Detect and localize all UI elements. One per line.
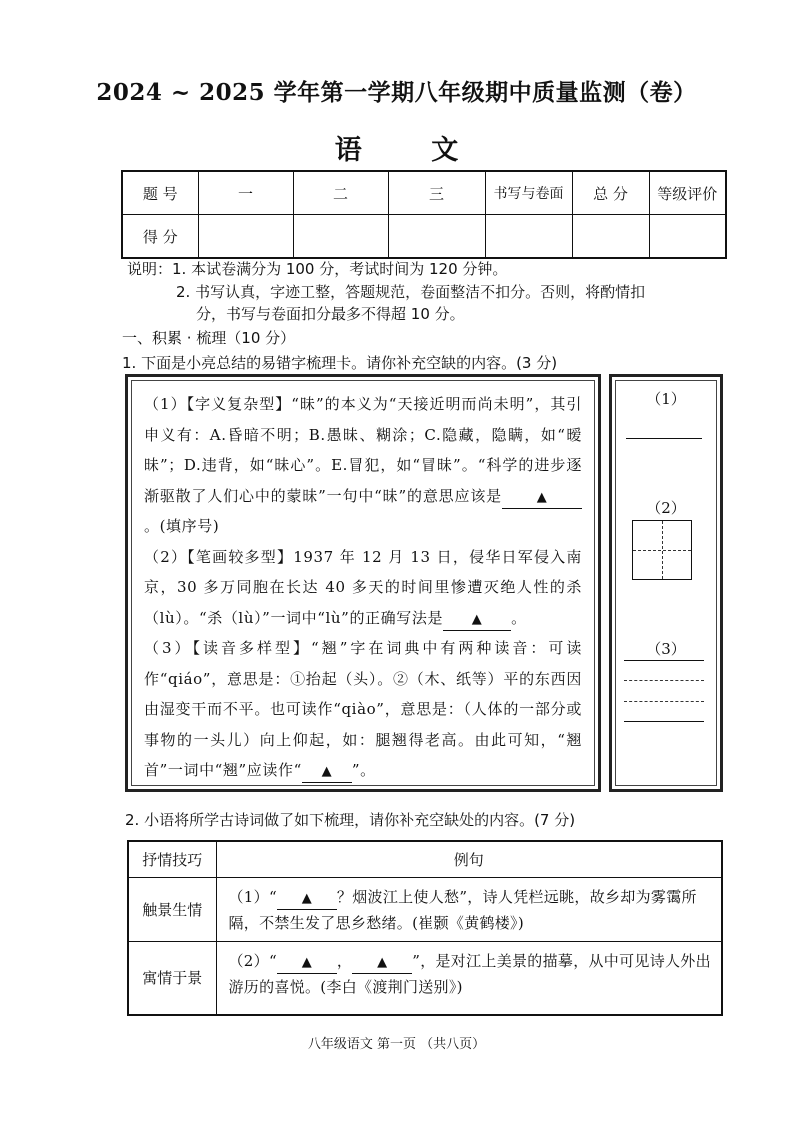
poem-blank-2[interactable]	[277, 951, 337, 974]
score-input-cell[interactable]	[649, 215, 726, 259]
triangle-marker-icon: ▲	[301, 954, 313, 970]
card-item-2-text: （2）【笔画较多型】1937 年 12 月 13 日，侵华日军侵入南京，30 多万同胞在长达 40 多天的时间里惨遭灭绝人性的杀（lù）。“杀（lù）”一词中“lù”的正确写法是	[144, 547, 582, 627]
score-header-cell: 题 号	[122, 171, 198, 215]
poetry-table-header	[128, 841, 722, 877]
instructions-line-1: 说明：1. 本试卷满分为 100 分，考试时间为 120 分钟。	[127, 260, 508, 278]
answer-column	[615, 380, 717, 786]
poem-blank-3[interactable]	[352, 951, 412, 974]
example-prefix: （2）“	[228, 951, 277, 970]
answer-label-2: （2）	[646, 499, 686, 517]
score-table	[121, 170, 727, 259]
column-header-technique: 抒情技巧	[128, 841, 216, 877]
technique-cell: 触景生情	[128, 877, 216, 941]
pinyin-line-bottom	[624, 721, 704, 722]
answer-label-1: （1）	[646, 390, 686, 408]
tianzige-writing-box[interactable]	[632, 520, 692, 580]
example-cell	[216, 877, 722, 941]
pinyin-line-top	[624, 660, 704, 661]
score-header-cell: 等级评价	[649, 171, 726, 215]
subject-title: 语 文	[334, 135, 489, 166]
triangle-marker-icon: ▲	[321, 764, 333, 779]
technique-cell: 寓情于景	[128, 941, 216, 1015]
question-1-prompt: 1. 下面是小亮总结的易错字梳理卡。请你补充空缺的内容。(3 分)	[122, 354, 558, 372]
instructions-line-2: 2. 书写认真，字迹工整，答题规范，卷面整洁不扣分。否则，将酌情扣	[176, 283, 646, 301]
score-input-cell[interactable]	[388, 215, 485, 259]
instructions-line-3: 分，书写与卷面扣分最多不得超 10 分。	[196, 305, 465, 323]
score-table-header-row	[122, 171, 726, 215]
score-header-cell: 一	[198, 171, 293, 215]
card-item-2	[144, 542, 582, 634]
error-card	[131, 380, 595, 786]
exam-title: 2024 ~ 2025 学年第一学期八年级期中质量监测（卷）	[96, 79, 697, 106]
example-text: ”，是对江上美景的描摹，从中可见诗人外出游历的喜悦。(李白《渡荆门送别》)	[228, 951, 711, 996]
score-header-cell: 书写与卷面	[485, 171, 572, 215]
triangle-marker-icon: ▲	[471, 611, 483, 627]
score-input-cell[interactable]	[293, 215, 388, 259]
section-heading: 一、积累 · 梳理（10 分）	[122, 329, 296, 347]
page-footer: 八年级语文 第一页 （共八页）	[307, 1037, 486, 1052]
score-header-cell: 二	[293, 171, 388, 215]
card-item-2-end: 。	[511, 608, 527, 627]
question-2-prompt: 2. 小语将所学古诗词做了如下梳理，请你补充空缺处的内容。(7 分)	[125, 811, 576, 829]
score-table-score-row	[122, 215, 726, 259]
score-input-cell[interactable]	[485, 215, 572, 259]
score-row-label: 得 分	[122, 215, 198, 259]
poetry-row-2	[128, 941, 722, 1015]
grid-guide-horizontal	[633, 550, 691, 551]
answer-label-3: （3）	[646, 640, 686, 658]
poem-blank-1[interactable]	[277, 887, 337, 910]
column-header-example: 例句	[216, 841, 722, 877]
answer-blank-3[interactable]	[302, 760, 352, 783]
answer-blank-1[interactable]	[502, 486, 582, 509]
poetry-row-1	[128, 877, 722, 941]
pinyin-line-dashed-2[interactable]	[624, 701, 704, 702]
card-item-3-text: （3）【读音多样型】“翘”字在词典中有两种读音：可读作“qiáo”，意思是：①抬起（头）。②（木、纸等）平的东西因由湿变干而不平。也可读作“qiào”，意思是：（人体的一部分或事物的一头儿）向上仰起，如：腿翘得老高。由此可知，“翘首”一词中“翘”应读作“	[144, 639, 582, 779]
card-item-1	[144, 389, 582, 542]
card-item-1-text: （1）【字义复杂型】“昧”的本义为“天接近明而尚未明”，其引申义有：A.昏暗不明；B.愚昧、糊涂；C.隐藏，隐瞒，如“暧昧”；D.违背，如“昧心”。E.冒犯，如“冒昧”。“科学的进步逐渐驱散了人们心中的蒙昧”一句中“昧”的意思应该是	[144, 395, 582, 505]
triangle-marker-icon: ▲	[536, 489, 548, 505]
example-cell	[216, 941, 722, 1015]
score-header-cell: 三	[388, 171, 485, 215]
card-item-3	[144, 633, 582, 786]
triangle-marker-icon: ▲	[377, 954, 388, 970]
score-header-cell: 总 分	[572, 171, 649, 215]
example-text: ？烟波江上使人愁”，诗人凭栏远眺，故乡却为雾霭所隔，不禁生发了思乡愁绪。(崔颢《黄鹤楼》)	[228, 887, 697, 932]
score-input-cell[interactable]	[572, 215, 649, 259]
score-input-cell[interactable]	[198, 215, 293, 259]
answer-blank-2[interactable]	[443, 608, 511, 631]
comma: ，	[336, 951, 353, 970]
card-item-1-end: 。(填序号)	[144, 517, 220, 535]
triangle-marker-icon: ▲	[301, 890, 313, 906]
example-prefix: （1）“	[228, 887, 277, 906]
answer-line-1[interactable]	[626, 438, 702, 439]
pinyin-line-dashed-1[interactable]	[624, 680, 704, 681]
card-item-3-end: ”。	[351, 761, 376, 779]
poetry-table	[127, 840, 723, 1016]
